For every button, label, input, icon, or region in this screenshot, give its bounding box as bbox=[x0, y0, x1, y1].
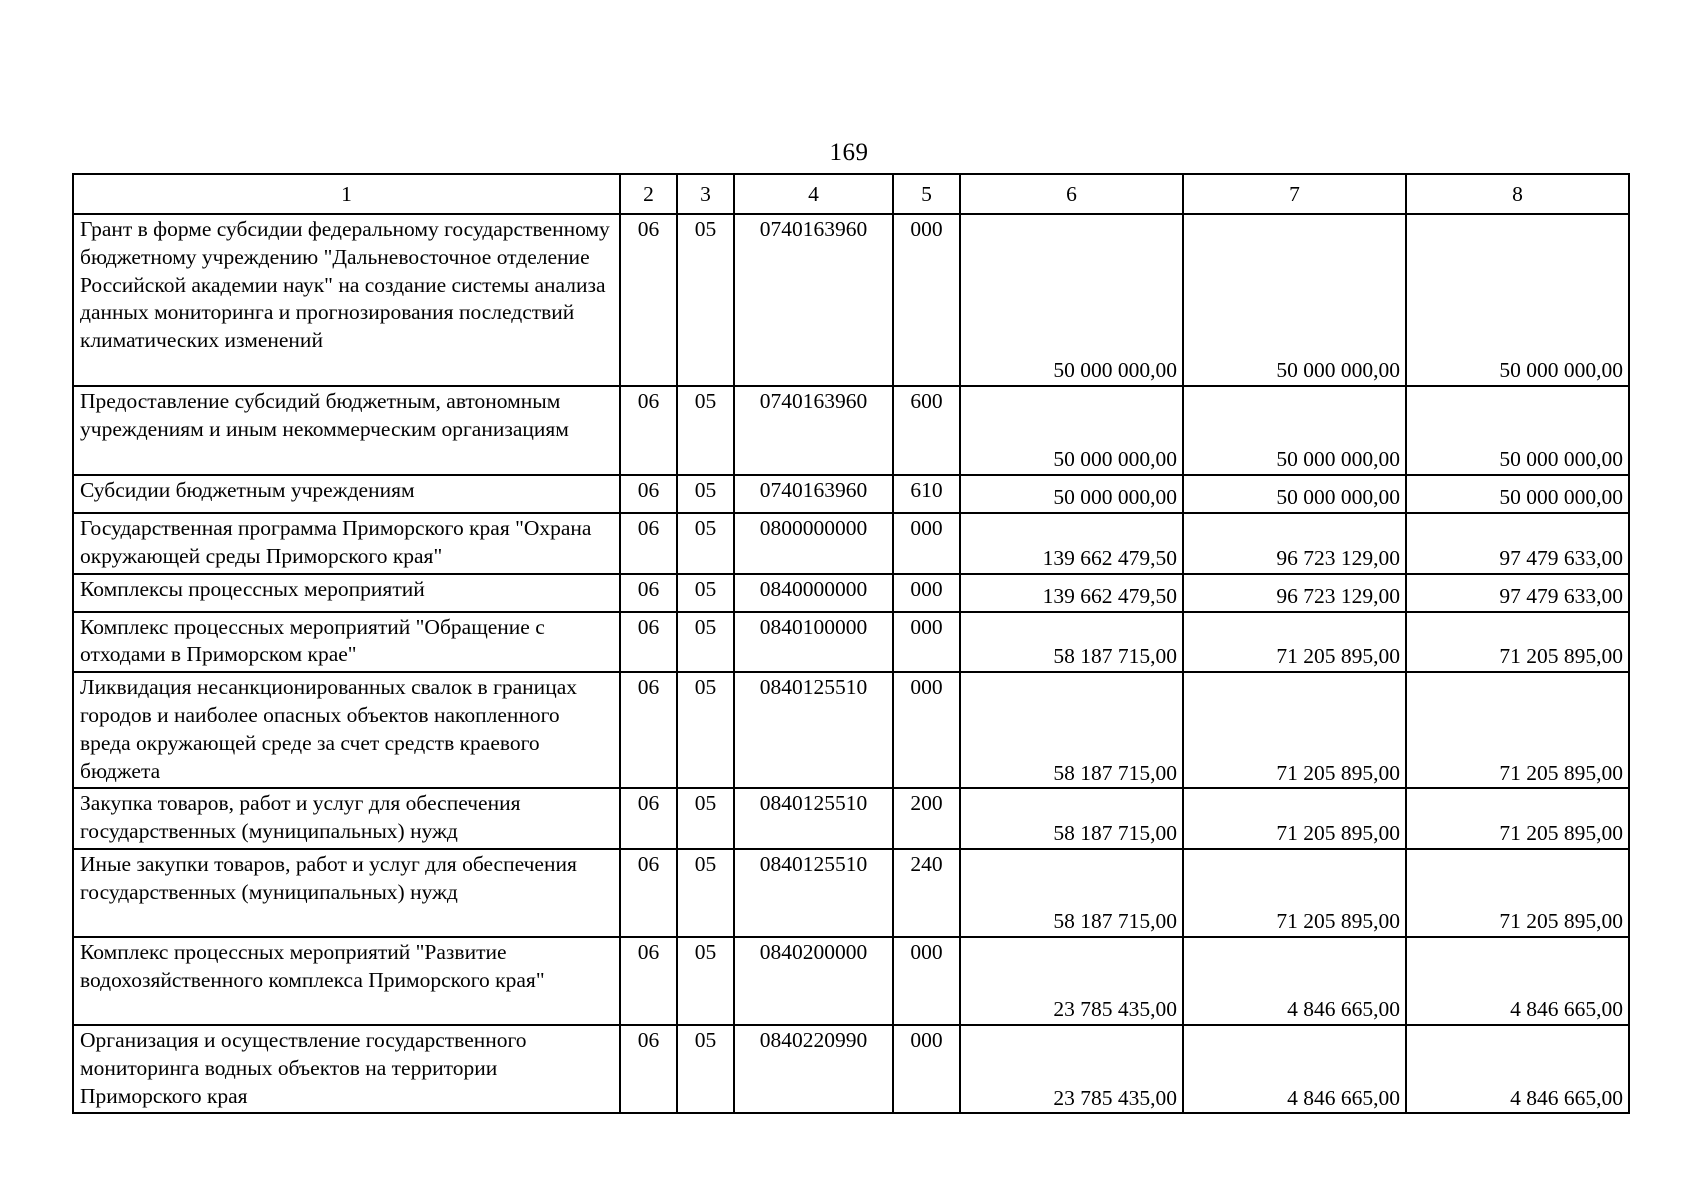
subsection-code: 05 bbox=[677, 612, 734, 673]
target-article-code: 0800000000 bbox=[734, 513, 893, 574]
amount-col-6: 58 187 715,00 bbox=[960, 849, 1183, 937]
expense-type-code: 600 bbox=[893, 386, 960, 475]
target-article-code: 0840220990 bbox=[734, 1025, 893, 1113]
expense-type-code: 000 bbox=[893, 937, 960, 1025]
target-article-code: 0840125510 bbox=[734, 849, 893, 937]
expense-type-code: 610 bbox=[893, 475, 960, 513]
target-article-code: 0840125510 bbox=[734, 788, 893, 849]
amount-col-7: 4 846 665,00 bbox=[1183, 1025, 1406, 1113]
item-name: Субсидии бюджетным учреждениям bbox=[73, 475, 620, 513]
amount-col-6: 23 785 435,00 bbox=[960, 937, 1183, 1025]
table-row bbox=[73, 513, 1629, 574]
item-name: Комплекс процессных мероприятий "Развитие водохозяйственного комплекса Приморского края" bbox=[73, 937, 620, 1025]
section-code: 06 bbox=[620, 612, 677, 673]
amount-col-7: 50 000 000,00 bbox=[1183, 386, 1406, 475]
subsection-code: 05 bbox=[677, 788, 734, 849]
item-name: Предоставление субсидий бюджетным, автономным учреждениям и иным некоммерческим организациям bbox=[73, 386, 620, 475]
table-row bbox=[73, 612, 1629, 673]
target-article-code: 0740163960 bbox=[734, 475, 893, 513]
amount-col-7: 50 000 000,00 bbox=[1183, 214, 1406, 386]
subsection-code: 05 bbox=[677, 214, 734, 386]
amount-col-8: 71 205 895,00 bbox=[1406, 849, 1629, 937]
column-header: 6 bbox=[960, 174, 1183, 214]
amount-col-8: 50 000 000,00 bbox=[1406, 386, 1629, 475]
table-row bbox=[73, 672, 1629, 788]
item-name: Организация и осуществление государственного мониторинга водных объектов на территории Приморского края bbox=[73, 1025, 620, 1113]
amount-col-7: 96 723 129,00 bbox=[1183, 513, 1406, 574]
item-name: Иные закупки товаров, работ и услуг для обеспечения государственных (муниципальных) нужд bbox=[73, 849, 620, 937]
item-name: Закупка товаров, работ и услуг для обеспечения государственных (муниципальных) нужд bbox=[73, 788, 620, 849]
subsection-code: 05 bbox=[677, 672, 734, 788]
expense-type-code: 240 bbox=[893, 849, 960, 937]
target-article-code: 0740163960 bbox=[734, 214, 893, 386]
column-header: 1 bbox=[73, 174, 620, 214]
subsection-code: 05 bbox=[677, 849, 734, 937]
section-code: 06 bbox=[620, 1025, 677, 1113]
column-header: 3 bbox=[677, 174, 734, 214]
column-header: 4 bbox=[734, 174, 893, 214]
budget-table bbox=[72, 173, 1630, 1114]
amount-col-8: 4 846 665,00 bbox=[1406, 1025, 1629, 1113]
amount-col-6: 50 000 000,00 bbox=[960, 214, 1183, 386]
column-header: 5 bbox=[893, 174, 960, 214]
amount-col-8: 4 846 665,00 bbox=[1406, 937, 1629, 1025]
table-row bbox=[73, 937, 1629, 1025]
column-number-row bbox=[73, 174, 1629, 214]
amount-col-7: 4 846 665,00 bbox=[1183, 937, 1406, 1025]
section-code: 06 bbox=[620, 672, 677, 788]
expense-type-code: 000 bbox=[893, 214, 960, 386]
amount-col-6: 139 662 479,50 bbox=[960, 574, 1183, 612]
section-code: 06 bbox=[620, 475, 677, 513]
table-row bbox=[73, 475, 1629, 513]
amount-col-7: 71 205 895,00 bbox=[1183, 612, 1406, 673]
amount-col-6: 139 662 479,50 bbox=[960, 513, 1183, 574]
expense-type-code: 000 bbox=[893, 672, 960, 788]
expense-type-code: 000 bbox=[893, 513, 960, 574]
item-name: Комплексы процессных мероприятий bbox=[73, 574, 620, 612]
item-name: Государственная программа Приморского края "Охрана окружающей среды Приморского края" bbox=[73, 513, 620, 574]
amount-col-7: 50 000 000,00 bbox=[1183, 475, 1406, 513]
section-code: 06 bbox=[620, 574, 677, 612]
amount-col-8: 71 205 895,00 bbox=[1406, 612, 1629, 673]
subsection-code: 05 bbox=[677, 1025, 734, 1113]
target-article-code: 0840125510 bbox=[734, 672, 893, 788]
amount-col-8: 50 000 000,00 bbox=[1406, 214, 1629, 386]
section-code: 06 bbox=[620, 214, 677, 386]
section-code: 06 bbox=[620, 937, 677, 1025]
expense-type-code: 000 bbox=[893, 574, 960, 612]
column-header: 8 bbox=[1406, 174, 1629, 214]
section-code: 06 bbox=[620, 386, 677, 475]
section-code: 06 bbox=[620, 849, 677, 937]
table-row bbox=[73, 1025, 1629, 1113]
expense-type-code: 200 bbox=[893, 788, 960, 849]
amount-col-8: 71 205 895,00 bbox=[1406, 788, 1629, 849]
amount-col-8: 97 479 633,00 bbox=[1406, 574, 1629, 612]
amount-col-6: 50 000 000,00 bbox=[960, 475, 1183, 513]
amount-col-6: 23 785 435,00 bbox=[960, 1025, 1183, 1113]
column-header: 2 bbox=[620, 174, 677, 214]
page-number: 169 bbox=[829, 139, 869, 166]
amount-col-8: 97 479 633,00 bbox=[1406, 513, 1629, 574]
table-row bbox=[73, 574, 1629, 612]
section-code: 06 bbox=[620, 788, 677, 849]
subsection-code: 05 bbox=[677, 513, 734, 574]
amount-col-6: 58 187 715,00 bbox=[960, 788, 1183, 849]
amount-col-7: 71 205 895,00 bbox=[1183, 672, 1406, 788]
target-article-code: 0740163960 bbox=[734, 386, 893, 475]
item-name: Ликвидация несанкционированных свалок в границах городов и наиболее опасных объектов накопленного вреда окружающей среде за счет средств краевого бюджета bbox=[73, 672, 620, 788]
section-code: 06 bbox=[620, 513, 677, 574]
expense-type-code: 000 bbox=[893, 612, 960, 673]
amount-col-8: 50 000 000,00 bbox=[1406, 475, 1629, 513]
subsection-code: 05 bbox=[677, 386, 734, 475]
amount-col-7: 71 205 895,00 bbox=[1183, 849, 1406, 937]
amount-col-6: 50 000 000,00 bbox=[960, 386, 1183, 475]
table-row bbox=[73, 849, 1629, 937]
amount-col-7: 71 205 895,00 bbox=[1183, 788, 1406, 849]
target-article-code: 0840200000 bbox=[734, 937, 893, 1025]
subsection-code: 05 bbox=[677, 475, 734, 513]
item-name: Грант в форме субсидии федеральному государственному бюджетному учреждению "Дальневосточное отделение Российской академии наук" на создание системы анализа данных мониторинга и прогнозирования последствий климатических изменений bbox=[73, 214, 620, 386]
item-name: Комплекс процессных мероприятий "Обращение с отходами в Приморском крае" bbox=[73, 612, 620, 673]
expense-type-code: 000 bbox=[893, 1025, 960, 1113]
amount-col-7: 96 723 129,00 bbox=[1183, 574, 1406, 612]
amount-col-8: 71 205 895,00 bbox=[1406, 672, 1629, 788]
subsection-code: 05 bbox=[677, 937, 734, 1025]
target-article-code: 0840100000 bbox=[734, 612, 893, 673]
column-header: 7 bbox=[1183, 174, 1406, 214]
table-row bbox=[73, 214, 1629, 386]
subsection-code: 05 bbox=[677, 574, 734, 612]
target-article-code: 0840000000 bbox=[734, 574, 893, 612]
amount-col-6: 58 187 715,00 bbox=[960, 612, 1183, 673]
table-row bbox=[73, 386, 1629, 475]
amount-col-6: 58 187 715,00 bbox=[960, 672, 1183, 788]
table-row bbox=[73, 788, 1629, 849]
